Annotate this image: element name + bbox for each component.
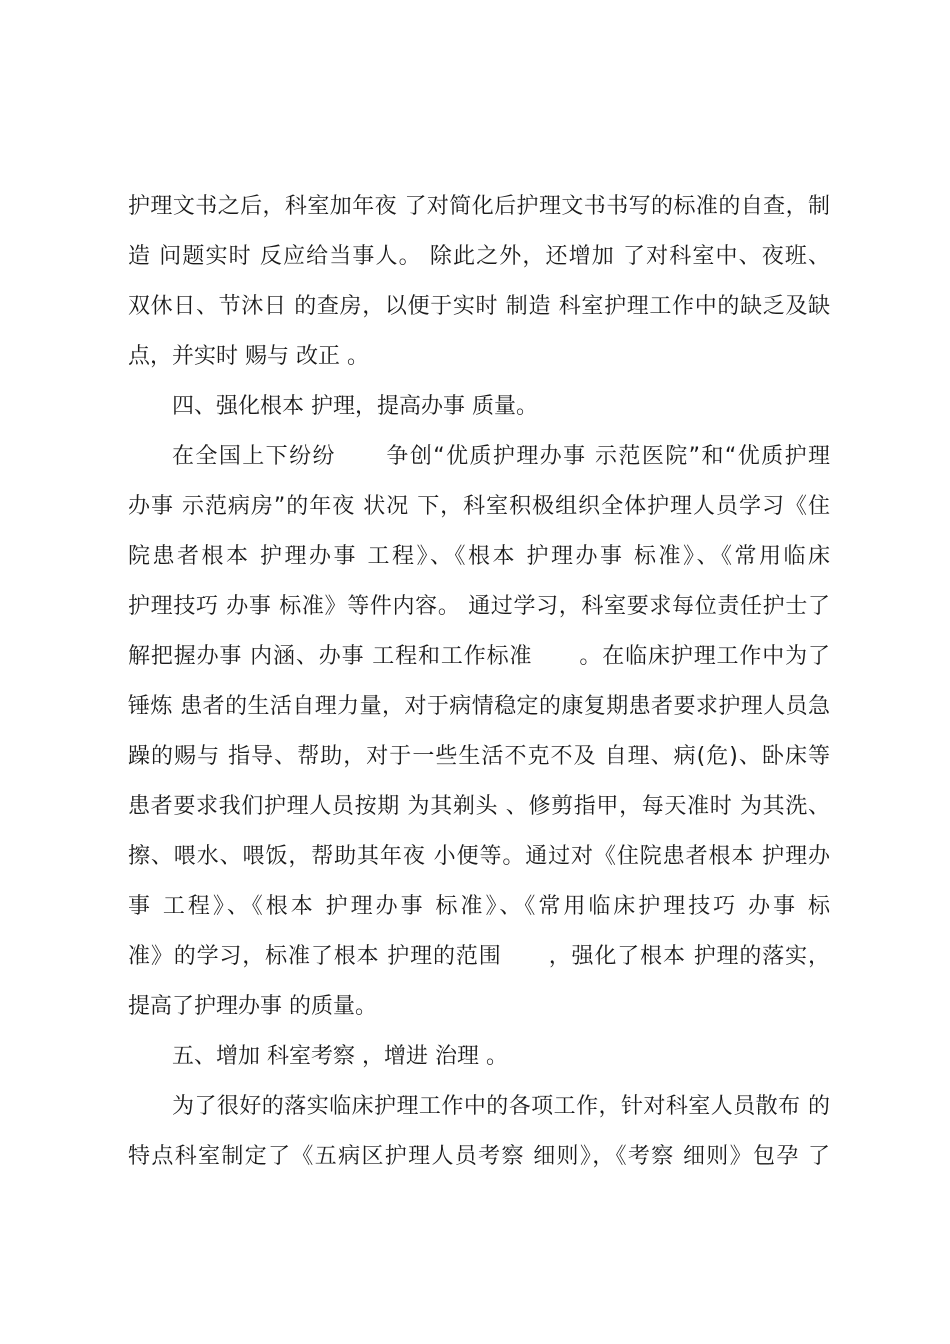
text-line: 事 工程》、《根本 护理办事 标准》、《常用临床护理技巧 办事 标 [128, 894, 830, 919]
text-line: 在全国上下纷纷 争创“优质护理办事 示范医院”和“优质护理 [172, 444, 830, 469]
text-line: 患者要求我们护理人员按期 为其剃头 、修剪指甲，每天准时 为其洗、 [128, 794, 830, 819]
text-line: 锤炼 患者的生活自理力量，对于病情稳定的康复期患者要求护理人员急 [128, 694, 830, 719]
text-line: 擦、喂水、喂饭，帮助其年夜 小便等。通过对《住院患者根本 护理办 [128, 844, 830, 869]
text-line: 为了很好的落实临床护理工作中的各项工作，针对科室人员散布 的 [172, 1094, 830, 1119]
text-line: 点，并实时 赐与 改正 。 [128, 344, 369, 369]
text-line: 双休日、节沐日 的查房，以便于实时 制造 科室护理工作中的缺乏及缺 [128, 294, 830, 319]
text-line: 院患者根本 护理办事 工程》、《根本 护理办事 标准》、《常用临床 [128, 544, 830, 569]
text-line: 护理文书之后，科室加年夜 了对简化后护理文书书写的标准的自查，制 [128, 194, 830, 219]
section-heading: 四、强化根本 护理，提高办事 质量。 [172, 394, 538, 419]
section-heading: 五、增加 科室考察 ，增进 治理 。 [172, 1044, 508, 1069]
text-line: 办事 示范病房”的年夜 状况 下，科室积极组织全体护理人员学习《住 [128, 494, 830, 519]
text-line: 造 问题实时 反应给当事人。 除此之外，还增加 了对科室中、夜班、 [128, 244, 830, 269]
text-line: 护理技巧 办事 标准》等件内容。 通过学习，科室要求每位责任护士了 [128, 594, 830, 619]
text-line: 特点科室制定了《五病区护理人员考察 细则》，《考察 细则》包孕 了 [128, 1144, 830, 1169]
text-line: 提高了护理办事 的质量。 [128, 994, 377, 1019]
text-line: 躁的赐与 指导、帮助，对于一些生活不克不及 自理、病(危)、卧床等 [128, 744, 830, 769]
text-line: 准》的学习，标准了根本 护理的范围 ，强化了根本 护理的落实， [128, 944, 830, 969]
text-line: 解把握办事 内涵、办事 工程和工作标准 。在临床护理工作中为了 [128, 644, 830, 669]
